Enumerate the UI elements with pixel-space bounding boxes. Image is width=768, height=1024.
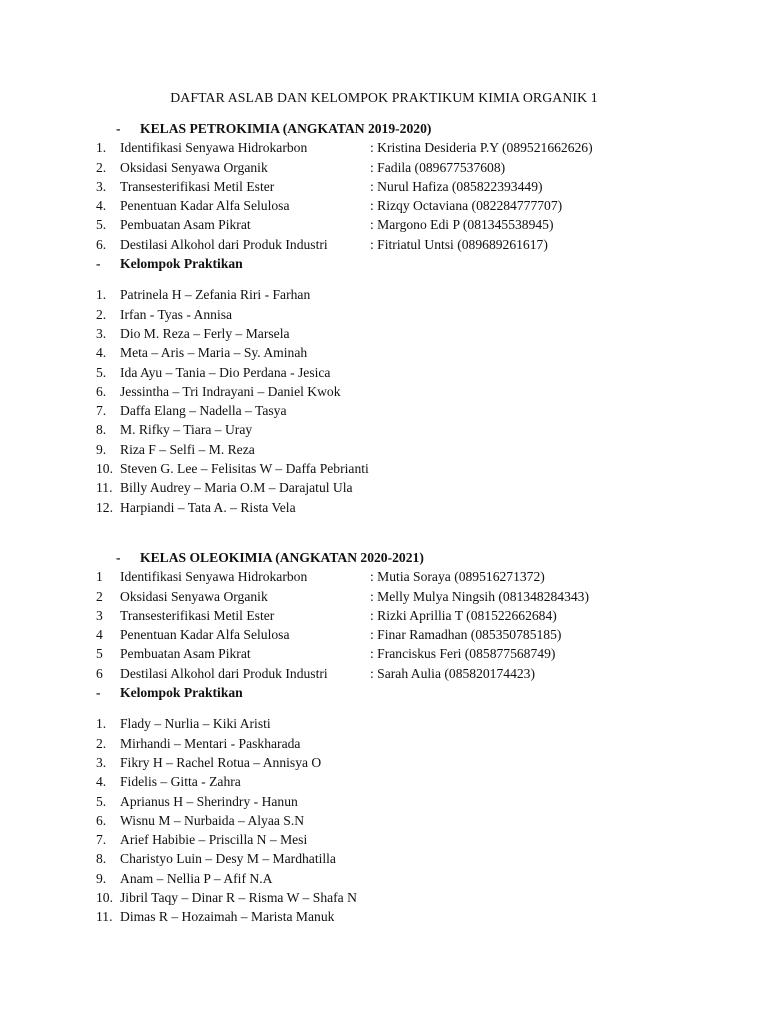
group-number: 1.: [96, 716, 107, 732]
document-title: DAFTAR ASLAB DAN KELOMPOK PRAKTIKUM KIMIA ORGANIK 1: [170, 90, 598, 105]
group-number: 2.: [96, 306, 107, 322]
group-members: Arief Habibie – Priscilla N – Mesi: [120, 832, 308, 848]
bullet-dash: -: [96, 256, 101, 272]
group-row: [96, 869, 716, 888]
group-list: [96, 285, 716, 517]
class-heading-text: KELAS OLEOKIMIA (ANGKATAN 2020-2021): [140, 550, 424, 565]
bullet-dash: -: [96, 685, 101, 701]
group-members: Ida Ayu – Tania – Dio Perdana - Jesica: [120, 364, 331, 380]
group-number: 1.: [96, 287, 107, 303]
assistant-name: : Fitriatul Untsi (089689261617): [370, 236, 548, 252]
group-row: [96, 734, 716, 753]
group-row: [96, 714, 716, 733]
practicum-topic: Penentuan Kadar Alfa Selulosa: [120, 627, 290, 643]
class-heading: [96, 119, 716, 138]
aslab-row: [96, 138, 716, 157]
group-number: 4.: [96, 774, 107, 790]
group-heading-text: Kelompok Praktikan: [120, 256, 243, 272]
class-section-oleokimia: [96, 548, 716, 927]
assistant-name: : Nurul Hafiza (085822393449): [370, 178, 543, 194]
aslab-list: [96, 567, 716, 683]
group-number: 9.: [96, 441, 107, 457]
group-members: Patrinela H – Zefania Riri - Farhan: [120, 287, 311, 303]
group-number: 4.: [96, 345, 107, 361]
aslab-row: [96, 606, 716, 625]
group-row: [96, 830, 716, 849]
group-row: [96, 401, 716, 420]
bullet-dash: -: [116, 550, 121, 565]
group-members: Wisnu M – Nurbaida – Alyaa S.N: [120, 812, 305, 828]
group-row: [96, 498, 716, 517]
group-row: [96, 324, 716, 343]
group-number: 10.: [96, 890, 113, 906]
practicum-topic: Identifikasi Senyawa Hidrokarbon: [120, 140, 308, 156]
group-number: 8.: [96, 851, 107, 867]
class-section-petrokimia: [96, 119, 716, 517]
group-members: Dimas R – Hozaimah – Marista Manuk: [120, 909, 335, 925]
group-members: Irfan - Tyas - Annisa: [120, 306, 233, 322]
group-number: 3.: [96, 325, 107, 341]
group-number: 6.: [96, 383, 107, 399]
group-members: Riza F – Selfi – M. Reza: [120, 441, 255, 457]
assistant-name: : Rizki Aprillia T (081522662684): [370, 607, 557, 623]
aslab-row: [96, 644, 716, 663]
group-members: Meta – Aris – Maria – Sy. Aminah: [120, 345, 308, 361]
group-number: 11.: [96, 480, 113, 496]
group-list: [96, 714, 716, 926]
group-heading-text: Kelompok Praktikan: [120, 685, 243, 701]
practicum-topic: Destilasi Alkohol dari Produk Industri: [120, 665, 328, 681]
item-number: 3: [96, 607, 103, 623]
group-members: Steven G. Lee – Felisitas W – Daffa Pebrianti: [120, 461, 369, 477]
group-members: Dio M. Reza – Ferly – Marsela: [120, 325, 290, 341]
item-number: 4: [96, 627, 103, 643]
class-heading-text: KELAS PETROKIMIA (ANGKATAN 2019-2020): [140, 121, 432, 136]
practicum-topic: Oksidasi Senyawa Organik: [120, 159, 268, 175]
group-members: Jessintha – Tri Indrayani – Daniel Kwok: [120, 383, 341, 399]
group-row: [96, 363, 716, 382]
practicum-topic: Transesterifikasi Metil Ester: [120, 178, 275, 194]
assistant-name: : Franciskus Feri (085877568749): [370, 646, 556, 662]
aslab-row: [96, 625, 716, 644]
class-heading: [96, 548, 716, 567]
practicum-topic: Destilasi Alkohol dari Produk Industri: [120, 236, 328, 252]
item-number: 6: [96, 665, 103, 681]
group-members: Daffa Elang – Nadella – Tasya: [120, 403, 287, 419]
group-row: [96, 753, 716, 772]
assistant-name: : Kristina Desideria P.Y (089521662626): [370, 140, 593, 156]
group-row: [96, 849, 716, 868]
group-heading: [96, 683, 716, 702]
aslab-row: [96, 158, 716, 177]
item-number: 2.: [96, 159, 107, 175]
group-number: 3.: [96, 754, 107, 770]
aslab-row: [96, 177, 716, 196]
item-number: 5: [96, 646, 103, 662]
group-members: Harpiandi – Tata A. – Rista Vela: [120, 499, 296, 515]
practicum-topic: Pembuatan Asam Pikrat: [120, 646, 251, 662]
group-number: 2.: [96, 735, 107, 751]
aslab-row: [96, 196, 716, 215]
group-members: Mirhandi – Mentari - Paskharada: [120, 735, 301, 751]
group-row: [96, 305, 716, 324]
aslab-row: [96, 235, 716, 254]
aslab-row: [96, 664, 716, 683]
practicum-topic: Identifikasi Senyawa Hidrokarbon: [120, 569, 308, 585]
group-heading: [96, 254, 716, 273]
assistant-name: : Sarah Aulia (085820174423): [370, 665, 535, 681]
practicum-topic: Penentuan Kadar Alfa Selulosa: [120, 198, 290, 214]
assistant-name: : Melly Mulya Ningsih (081348284343): [370, 588, 590, 604]
group-members: Jibril Taqy – Dinar R – Risma W – Shafa N: [120, 890, 357, 906]
group-number: 12.: [96, 499, 113, 515]
aslab-row: [96, 215, 716, 234]
item-number: 2: [96, 588, 103, 604]
item-number: 3.: [96, 178, 107, 194]
practicum-topic: Transesterifikasi Metil Ester: [120, 607, 275, 623]
aslab-row: [96, 587, 716, 606]
group-row: [96, 811, 716, 830]
group-row: [96, 772, 716, 791]
group-members: Aprianus H – Sherindry - Hanun: [120, 793, 298, 809]
group-number: 11.: [96, 909, 113, 925]
group-number: 8.: [96, 422, 107, 438]
group-members: Fikry H – Rachel Rotua – Annisya O: [120, 754, 322, 770]
group-members: Billy Audrey – Maria O.M – Darajatul Ula: [120, 480, 353, 496]
assistant-name: : Fadila (089677537608): [370, 159, 506, 175]
group-row: [96, 478, 716, 497]
group-members: Fidelis – Gitta - Zahra: [120, 774, 241, 790]
group-number: 5.: [96, 364, 107, 380]
group-number: 5.: [96, 793, 107, 809]
group-number: 7.: [96, 403, 107, 419]
assistant-name: : Finar Ramadhan (085350785185): [370, 627, 562, 643]
group-members: Flady – Nurlia – Kiki Aristi: [120, 716, 271, 732]
aslab-list: [96, 138, 716, 254]
group-row: [96, 382, 716, 401]
group-row: [96, 459, 716, 478]
assistant-name: : Mutia Soraya (089516271372): [370, 569, 545, 585]
assistant-name: : Margono Edi P (081345538945): [370, 217, 554, 233]
item-number: 1: [96, 569, 103, 585]
group-number: 10.: [96, 461, 113, 477]
item-number: 4.: [96, 198, 107, 214]
group-members: Charistyo Luin – Desy M – Mardhatilla: [120, 851, 336, 867]
group-number: 9.: [96, 870, 107, 886]
group-row: [96, 888, 716, 907]
group-row: [96, 343, 716, 362]
aslab-row: [96, 567, 716, 586]
group-row: [96, 907, 716, 926]
group-row: [96, 792, 716, 811]
group-number: 7.: [96, 832, 107, 848]
group-row: [96, 440, 716, 459]
practicum-topic: Pembuatan Asam Pikrat: [120, 217, 251, 233]
bullet-dash: -: [116, 121, 121, 136]
practicum-topic: Oksidasi Senyawa Organik: [120, 588, 268, 604]
item-number: 1.: [96, 140, 107, 156]
group-row: [96, 420, 716, 439]
group-number: 6.: [96, 812, 107, 828]
assistant-name: : Rizqy Octaviana (082284777707): [370, 198, 563, 214]
group-members: Anam – Nellia P – Afif N.A: [120, 870, 273, 886]
group-members: M. Rifky – Tiara – Uray: [120, 422, 253, 438]
item-number: 6.: [96, 236, 107, 252]
group-row: [96, 285, 716, 304]
item-number: 5.: [96, 217, 107, 233]
